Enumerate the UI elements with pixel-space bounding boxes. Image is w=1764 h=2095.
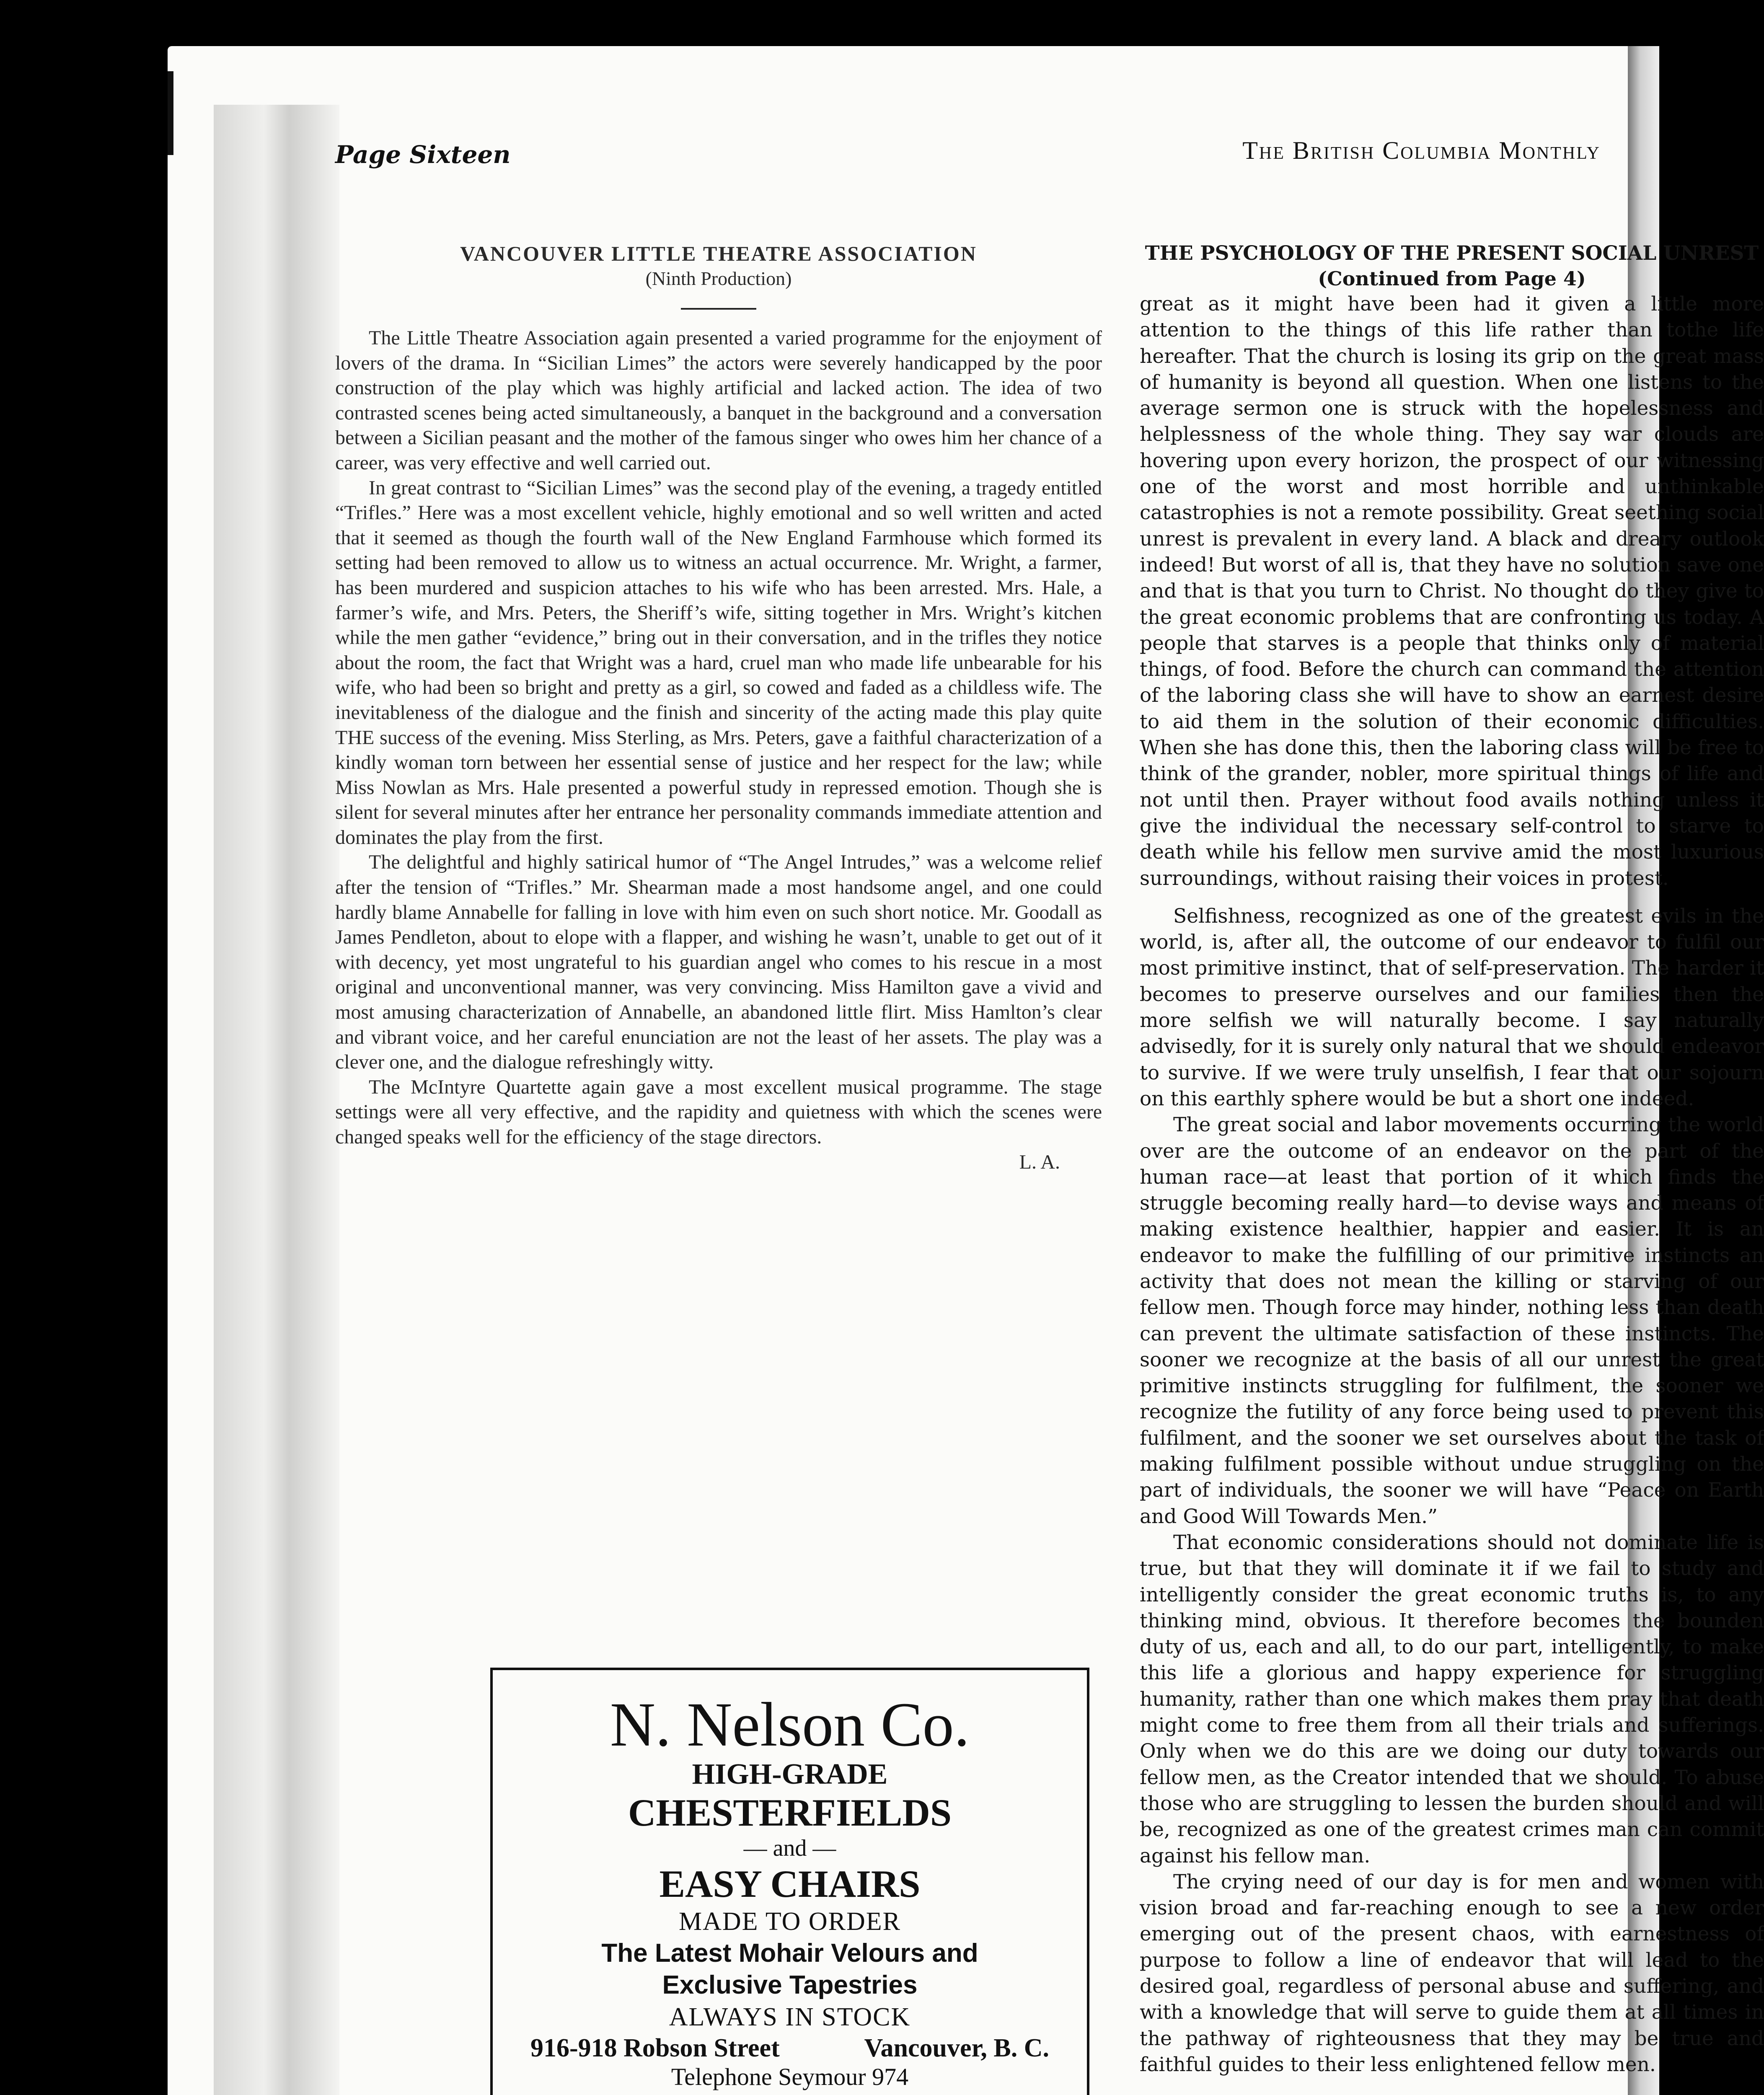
- paragraph: The McIntyre Quartette again gave a most excellent musical programme. The stage settings were all very effective, and the rapidity and quietness with which the scenes were changed speaks well for the efficiency of the stage directors.: [335, 1076, 1102, 1148]
- paragraph: The great social and labor movements occurring the world over are the outcome of an endeavor on the part of the human race—at least that portion of it which finds the struggle becoming really hard—to devise ways and means of making existence healthier, happier and easier. It is an endeavor to make the fulfilling of our primitive instincts an activity that does not mean the killing or starving of our fellow men. Though force may hinder, nothing less than death can prevent the ultimate satisfaction of these instincts. The sooner we recognize at the basis of all our unrest the great primitive instincts struggling for fulfilment, the sooner we recognize the futility of any force being used to prevent this fulfilment, and the sooner we set ourselves about the task of making fulfilment possible without undue struggling on the part of individuals, the sooner we will have “Peace on Earth and Good Will Towards Men.”: [1140, 1113, 1764, 1528]
- article-title: VANCOUVER LITTLE THEATRE ASSOCIATION: [460, 242, 977, 265]
- paragraph: Selfishness, recognized as one of the greatest evils in the world, is, after all, the outcome of our endeavor to fulfil our most primitive instinct, that of self-preservation. The harder it becomes to preserve ourselves and our families then the more selfish we will naturally become. I say naturally advisedly, for it is surely only natural that we should endeavor to survive. If we were truly unselfish, I fear that our sojourn on this earthly sphere would be but a short one indeed.: [1140, 904, 1764, 1110]
- ad-street: 916-918 Robson Street: [530, 2034, 780, 2062]
- article-subtitle: (Continued from Page 4): [1318, 267, 1586, 290]
- author-signature: L. A.: [1019, 1151, 1060, 1173]
- ad-company-name: N. Nelson Co.: [610, 1690, 970, 1759]
- ad-line: HIGH-GRADE: [692, 1758, 888, 1790]
- ad-city: Vancouver, B. C.: [864, 2034, 1049, 2062]
- magazine-page: [168, 46, 1764, 2095]
- ad-line: MADE TO ORDER: [678, 1907, 901, 1936]
- paragraph: That economic considerations should not dominate life is true, but that they will dominate it if we fail to study and intelligently consider the great economic truths is, to any thinking mind, obvious. It therefore becomes the bounden duty of us, each and all, to do our part, intelligently, to make this life a glorious and happy experience for struggling humanity, rather than one which makes them pray that death might come to free them from all their trials and sufferings. Only when we do this are we doing our duty towards our fellow men, as the Creator intended that we should. To abuse those who are struggling to lessen the burden should and will be, recognized as one of the greatest crimes man can commit against his fellow man.: [1140, 1531, 1764, 1867]
- binding-mark: [168, 71, 173, 155]
- publication-title: The British Columbia Monthly: [1242, 137, 1601, 164]
- ad-line: — and —: [743, 1835, 836, 1861]
- divider-rule: [681, 308, 756, 310]
- article-subtitle: (Ninth Production): [645, 268, 792, 289]
- ad-line: The Latest Mohair Velours and: [601, 1939, 978, 1968]
- ad-line: ALWAYS IN STOCK: [669, 2003, 911, 2031]
- paragraph: The crying need of our day is for men and women with vision broad and far-reaching enough to see a new order emerging out of the present chaos, with earnestness of purpose to follow a line of endeavor that will lead to the desired goal, regardless of personal abuse and suffering, and with a knowledge that will serve to guide them at all times in the pathway of righteousness that they may be true and faithful guides to their less enlightened fellow men.: [1140, 1870, 1764, 2076]
- left-column: [335, 241, 1102, 1174]
- advertisement-box: [490, 1668, 1089, 2095]
- ad-address-row: [493, 2033, 1087, 2063]
- ad-line: CHESTERFIELDS: [628, 1791, 952, 1834]
- right-column: [1140, 241, 1764, 2078]
- article-title: THE PSYCHOLOGY OF THE PRESENT SOCIAL UNREST: [1145, 242, 1759, 265]
- paragraph: great as it might have been had it given a little more attention to the things of this life rather than tothe life hereafter. That the church is losing its grip on the great mass of humanity is beyond all question. When one listens to the average sermon one is struck with the hopelessness and helplessness of the whole thing. They say war clouds are hovering upon every horizon, the prospect of our witnessing one of the worst and most horrible and unthinkable catastrophies is not a remote possibility. Great seething social unrest is prevalent in every land. A black and dreary outlook indeed! But worst of all is, that they have no solution save one and that is that you turn to Christ. No thought do they give to the great economic problems that are confronting us today. A people that starves is a people that thinks only of material things, of food. Before the church can command the attention of the laboring class she will have to show an earnest desire to aid them in the solution of their economic difficulties. When she has done this, then the laboring class will be free to think of the grander, nobler, more spiritual things of life and not until then. Prayer without food avails nothing unless it give the individual the necessary self-control to starve to death while his fellow men survive amid the most luxurious surroundings, without raising their voices in protest.: [1140, 292, 1764, 890]
- page-number: Page Sixteen: [335, 140, 511, 169]
- paragraph: In great contrast to “Sicilian Limes” was the second play of the evening, a tragedy entitled “Trifles.” Here was a most excellent vehicle, highly emotional and so well written and acted that it seemed as though the fourth wall of the New England Farmhouse which formed its setting had been removed to allow us to witness an actual occurrence. Mr. Wright, a farmer, has been murdered and suspicion attaches to his wife who has been arrested. Mrs. Hale, a farmer’s wife, and Mrs. Peters, the Sheriff’s wife, sitting together in Mrs. Wright’s kitchen while the men gather “evidence,” bring out in their conversation, and in the trifles they notice about the room, the fact that Wright was a hard, cruel man who made life unbearable for his wife, who had been so bright and pretty as a girl, so cowed and faded as a childless wife. The inevitableness of the dialogue and the finish and sincerity of the acting made this play quite THE success of the evening. Miss Sterling, as Mrs. Peters, gave a faithful characterization of a kindly woman torn between her essential sense of justice and her respect for the law; while Miss Nowlan as Mrs. Hale presented a powerful study in repressed emotion. Though she is silent for several minutes after her entrance her personality commands immediate attention and dominates the play from the first.: [335, 476, 1102, 848]
- ad-telephone: Telephone Seymour 974: [671, 2063, 909, 2090]
- paragraph: The Little Theatre Association again presented a varied programme for the enjoyment of lovers of the drama. In “Sicilian Limes” the actors were severely handicapped by the poor construction of the play which was highly artificial and lacked action. The idea of two contrasted scenes being acted simultaneously, a banquet in the background and a conversation between a Sicilian peasant and the mother of the famous singer who owes him her chance of a career, was very effective and well carried out.: [335, 327, 1102, 474]
- page-edge-stack: [214, 105, 339, 2095]
- paragraph: The delightful and highly satirical humor of “The Angel Intrudes,” was a welcome relief after the tension of “Trifles.” Mr. Shearman made a most handsome angel, and one could hardly blame Annabelle for falling in love with him even on such short notice. Mr. Goodall as James Pendleton, about to elope with a flapper, and wishing he wasn’t, unable to get out of it with decency, yet most ungrateful to his guardian angel who comes to his rescue in a most original and unconventional manner, was very convincing. Miss Hamilton gave a vivid and most amusing characterization of Annabelle, an abandoned little flirt. Miss Hamlton’s clear and vibrant voice, and her careful enunciation are not the least of her assets. The play was a clever one, and the dialogue refreshingly witty.: [335, 851, 1102, 1073]
- ad-line: Exclusive Tapestries: [662, 1971, 918, 1999]
- ad-line: EASY CHAIRS: [659, 1862, 921, 1905]
